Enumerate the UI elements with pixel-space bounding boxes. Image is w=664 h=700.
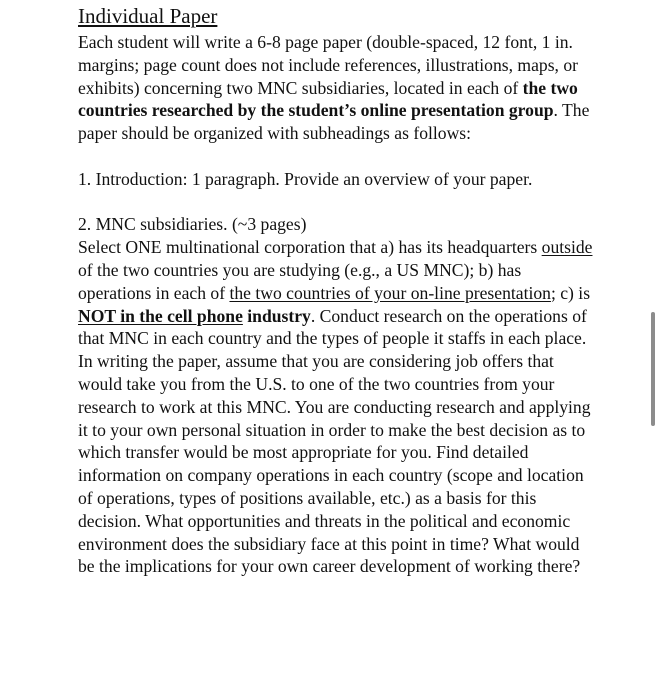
document-page — [78, 4, 598, 578]
document-title: Individual Paper — [78, 4, 218, 28]
section-mnc-heading: 2. MNC subsidiaries. (~3 pages) — [78, 214, 307, 235]
mnc-underline-outside: outside — [541, 237, 593, 258]
mnc-bold-underline-not: NOT in the cell phone — [78, 305, 243, 326]
mnc-underline-countries: the two countries of your on-line presentation — [229, 282, 551, 303]
vertical-scrollbar[interactable] — [651, 312, 655, 426]
paragraph-gap — [78, 191, 598, 214]
mnc-text-3: ; c) is — [550, 282, 591, 303]
intro-text-end: . The paper should be organized with subheadings as follows: — [78, 100, 590, 144]
intro-text: Each student will write a 6-8 page paper (double-spaced, 12 font, 1 in. margins; page count does not include references, illustrations, maps, or exhibits) concerning two MNC subsidiaries, located in each of — [78, 32, 578, 98]
mnc-text-1: Select ONE multinational corporation that a) has its headquarters — [78, 237, 542, 258]
mnc-bold-industry: industry — [242, 305, 311, 326]
mnc-text-4: . Conduct research on the operations of that MNC in each country and the types of people it staffs in each place. In writing the paper, assume that you are considering job offers that would take you from the U.S. to one of the two countries from your research to work at this MNC. You are conducting research and applying it to your own personal situation in order to make the best decision as to which transfer would be most appropriate for you. Find detailed information on company operations in each country (scope and location of operations, types of positions available, etc.) as a basis for this decision. What opportunities and threats in the political and economic environment does the subsidiary face at this point in time? What would be the implications for your own career development of working there? — [78, 305, 591, 577]
intro-bold-text: the two countries researched by the student’s online presentation group — [78, 77, 578, 121]
mnc-text-2: of the two countries you are studying (e.g., a US MNC); b) has operations in each of — [78, 259, 522, 303]
section-mnc-body — [78, 236, 598, 578]
section-introduction: 1. Introduction: 1 paragraph. Provide an overview of your paper. — [78, 168, 533, 189]
paragraph-gap — [78, 145, 598, 168]
intro-paragraph — [78, 31, 598, 145]
